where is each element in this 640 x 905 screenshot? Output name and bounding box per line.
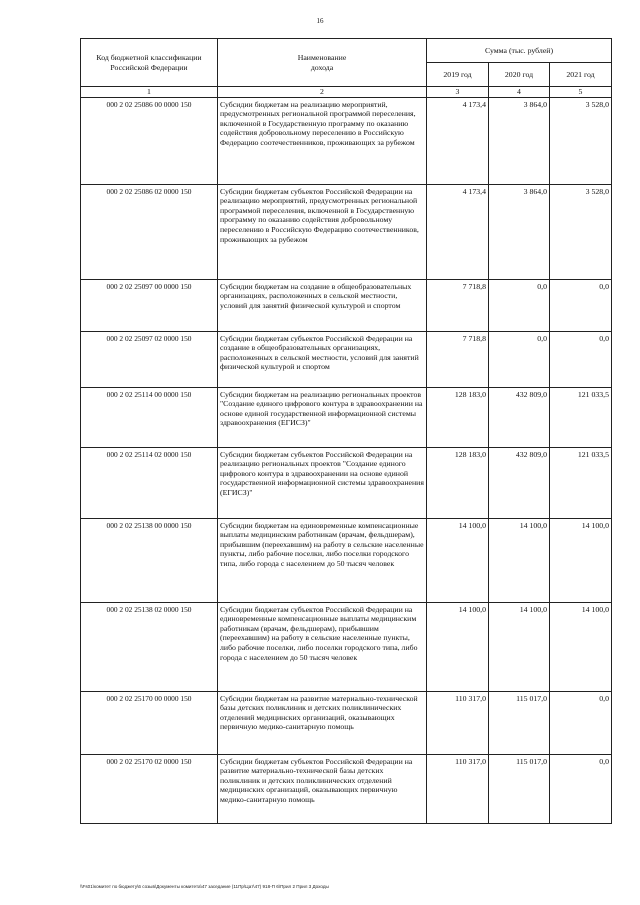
amount-2020: 115 017,0 [489, 754, 550, 823]
col-number-2: 2 [218, 87, 427, 98]
footer-file-path: \\Fs01\комитет по бюджету\6 созыв\Документы комитета\47 заседание (11Пр\Цат\47) 918-П 6\Прил 2 Прил 3 Доходы [80, 884, 329, 889]
col-number-3: 3 [427, 87, 489, 98]
table-row [81, 184, 612, 279]
amount-2020: 115 017,0 [489, 691, 550, 754]
amount-2019: 7 718,8 [427, 331, 489, 387]
amount-2019: 128 183,0 [427, 447, 489, 518]
header-year-2020: 2020 год [489, 63, 550, 87]
amount-2019: 4 173,4 [427, 97, 489, 184]
amount-2020: 14 100,0 [489, 518, 550, 602]
budget-code: 000 2 02 25114 00 0000 150 [81, 387, 218, 447]
table-row [81, 447, 612, 518]
col-number-5: 5 [550, 87, 612, 98]
amount-2019: 7 718,8 [427, 279, 489, 331]
amount-2021: 121 033,5 [550, 447, 612, 518]
budget-code: 000 2 02 25097 02 0000 150 [81, 331, 218, 387]
revenue-name: Субсидии бюджетам субъектов Российской Федерации на реализацию региональных проектов "Создание единого цифрового контура в здравоохранении на основе единой государственной информационной системы здравоохранения (ЕГИСЗ)" [218, 447, 427, 518]
revenue-name: Субсидии бюджетам на реализацию мероприятий, предусмотренных региональной программой переселения, включенной в Государственную программу по оказанию содействия добровольному переселению в Российскую Федерацию соотечественников, проживающих за рубежом [218, 97, 427, 184]
amount-2021: 3 528,0 [550, 97, 612, 184]
table-row [81, 754, 612, 823]
table-row [81, 97, 612, 184]
amount-2021: 0,0 [550, 331, 612, 387]
header-sum: Сумма (тыс. рублей) [427, 39, 612, 63]
amount-2020: 432 809,0 [489, 387, 550, 447]
amount-2020: 3 864,0 [489, 184, 550, 279]
table-row [81, 387, 612, 447]
amount-2019: 128 183,0 [427, 387, 489, 447]
budget-code: 000 2 02 25114 02 0000 150 [81, 447, 218, 518]
amount-2019: 14 100,0 [427, 518, 489, 602]
amount-2020: 0,0 [489, 279, 550, 331]
budget-code: 000 2 02 25138 02 0000 150 [81, 602, 218, 691]
header-year-2019: 2019 год [427, 63, 489, 87]
revenue-name: Субсидии бюджетам субъектов Российской Федерации на реализацию мероприятий, предусмотренных региональной программой переселения, включенной в Государственную программу по оказанию содействия добровольному переселению в Российскую Федерацию соотечественников, проживающих за рубежом [218, 184, 427, 279]
amount-2021: 0,0 [550, 279, 612, 331]
budget-code: 000 2 02 25086 02 0000 150 [81, 184, 218, 279]
budget-code: 000 2 02 25170 02 0000 150 [81, 754, 218, 823]
header-code: Код бюджетной классификации Российской Федерации [81, 39, 218, 87]
amount-2021: 121 033,5 [550, 387, 612, 447]
table-row [81, 518, 612, 602]
amount-2021: 0,0 [550, 691, 612, 754]
budget-code: 000 2 02 25086 00 0000 150 [81, 97, 218, 184]
revenue-name: Субсидии бюджетам субъектов Российской Федерации на единовременные компенсационные выплаты медицинским работникам (врачам, фельдшерам), прибывшим (переехавшим) на работу в сельские населенные пункты, либо рабочие поселки, либо поселки городского типа, либо города с населением до 50 тысяч человек [218, 602, 427, 691]
header-name [218, 39, 427, 87]
amount-2019: 110 317,0 [427, 754, 489, 823]
amount-2021: 14 100,0 [550, 602, 612, 691]
page-number: 16 [316, 17, 324, 25]
revenue-name: Субсидии бюджетам на развитие материально-технической базы детских поликлиник и детских поликлинических отделений медицинских организаций, оказывающих первичную медико-санитарную помощь [218, 691, 427, 754]
table-row [81, 602, 612, 691]
header-name-line1: Наименование [297, 52, 347, 62]
table-row [81, 691, 612, 754]
amount-2021: 3 528,0 [550, 184, 612, 279]
table-row [81, 279, 612, 331]
amount-2021: 0,0 [550, 754, 612, 823]
revenue-name: Субсидии бюджетам на реализацию региональных проектов "Создание единого цифрового контура в здравоохранении на основе единой государственной информационной системы здравоохранения (ЕГИСЗ)" [218, 387, 427, 447]
revenue-name: Субсидии бюджетам на создание в общеобразовательных организациях, расположенных в сельской местности, условий для занятий физической культурой и спортом [218, 279, 427, 331]
revenue-table [80, 38, 612, 824]
revenue-name: Субсидии бюджетам субъектов Российской Федерации на создание в общеобразовательных организациях, расположенных в сельской местности, условий для занятий физической культурой и спортом [218, 331, 427, 387]
amount-2020: 0,0 [489, 331, 550, 387]
budget-code: 000 2 02 25138 00 0000 150 [81, 518, 218, 602]
col-number-4: 4 [489, 87, 550, 98]
budget-code: 000 2 02 25097 00 0000 150 [81, 279, 218, 331]
table-row [81, 331, 612, 387]
amount-2021: 14 100,0 [550, 518, 612, 602]
amount-2019: 4 173,4 [427, 184, 489, 279]
amount-2020: 3 864,0 [489, 97, 550, 184]
amount-2019: 14 100,0 [427, 602, 489, 691]
budget-code: 000 2 02 25170 00 0000 150 [81, 691, 218, 754]
revenue-name: Субсидии бюджетам субъектов Российской Федерации на развитие материально-технической базы детских поликлиник и детских поликлинических отделений медицинских организаций, оказывающих первичную медико-санитарную помощь [218, 754, 427, 823]
amount-2020: 14 100,0 [489, 602, 550, 691]
revenue-name: Субсидии бюджетам на единовременные компенсационные выплаты медицинским работникам (врачам, фельдшерам), прибывшим (переехавшим) на работу в сельские населенные пункты, либо рабочие поселки, либо поселки городского типа, либо города с населением до 50 тысяч человек [218, 518, 427, 602]
header-name-line2: дохода [310, 62, 334, 72]
col-number-1: 1 [81, 87, 218, 98]
header-year-2021: 2021 год [550, 63, 612, 87]
amount-2019: 110 317,0 [427, 691, 489, 754]
amount-2020: 432 809,0 [489, 447, 550, 518]
